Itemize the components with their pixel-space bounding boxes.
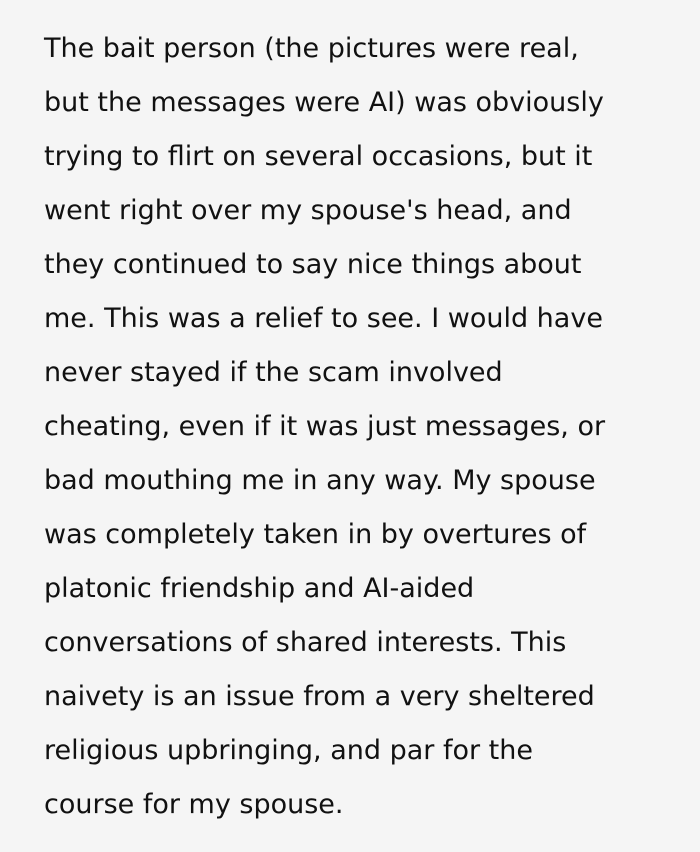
paragraph-line: religious upbringing, and par for the — [44, 735, 533, 766]
paragraph-line: was completely taken in by overtures of — [44, 519, 587, 550]
paragraph-line: they continued to say nice things about — [44, 249, 582, 280]
body-paragraph — [44, 22, 684, 832]
paragraph-line: me. This was a relief to see. I would have — [44, 303, 603, 334]
paragraph-line: never stayed if the scam involved — [44, 357, 503, 388]
paragraph-line: conversations of shared interests. This — [44, 627, 567, 658]
paragraph-line: naivety is an issue from a very sheltered — [44, 681, 595, 712]
paragraph-line: went right over my spouse's head, and — [44, 195, 572, 226]
paragraph-line: course for my spouse. — [44, 789, 344, 820]
paragraph-line: cheating, even if it was just messages, or — [44, 411, 606, 442]
paragraph-line: but the messages were AI) was obviously — [44, 87, 604, 118]
paragraph-line: trying to flirt on several occasions, but it — [44, 141, 593, 172]
paragraph-line: The bait person (the pictures were real, — [44, 33, 579, 64]
paragraph-line: platonic friendship and AI-aided — [44, 573, 475, 604]
paragraph-line: bad mouthing me in any way. My spouse — [44, 465, 596, 496]
